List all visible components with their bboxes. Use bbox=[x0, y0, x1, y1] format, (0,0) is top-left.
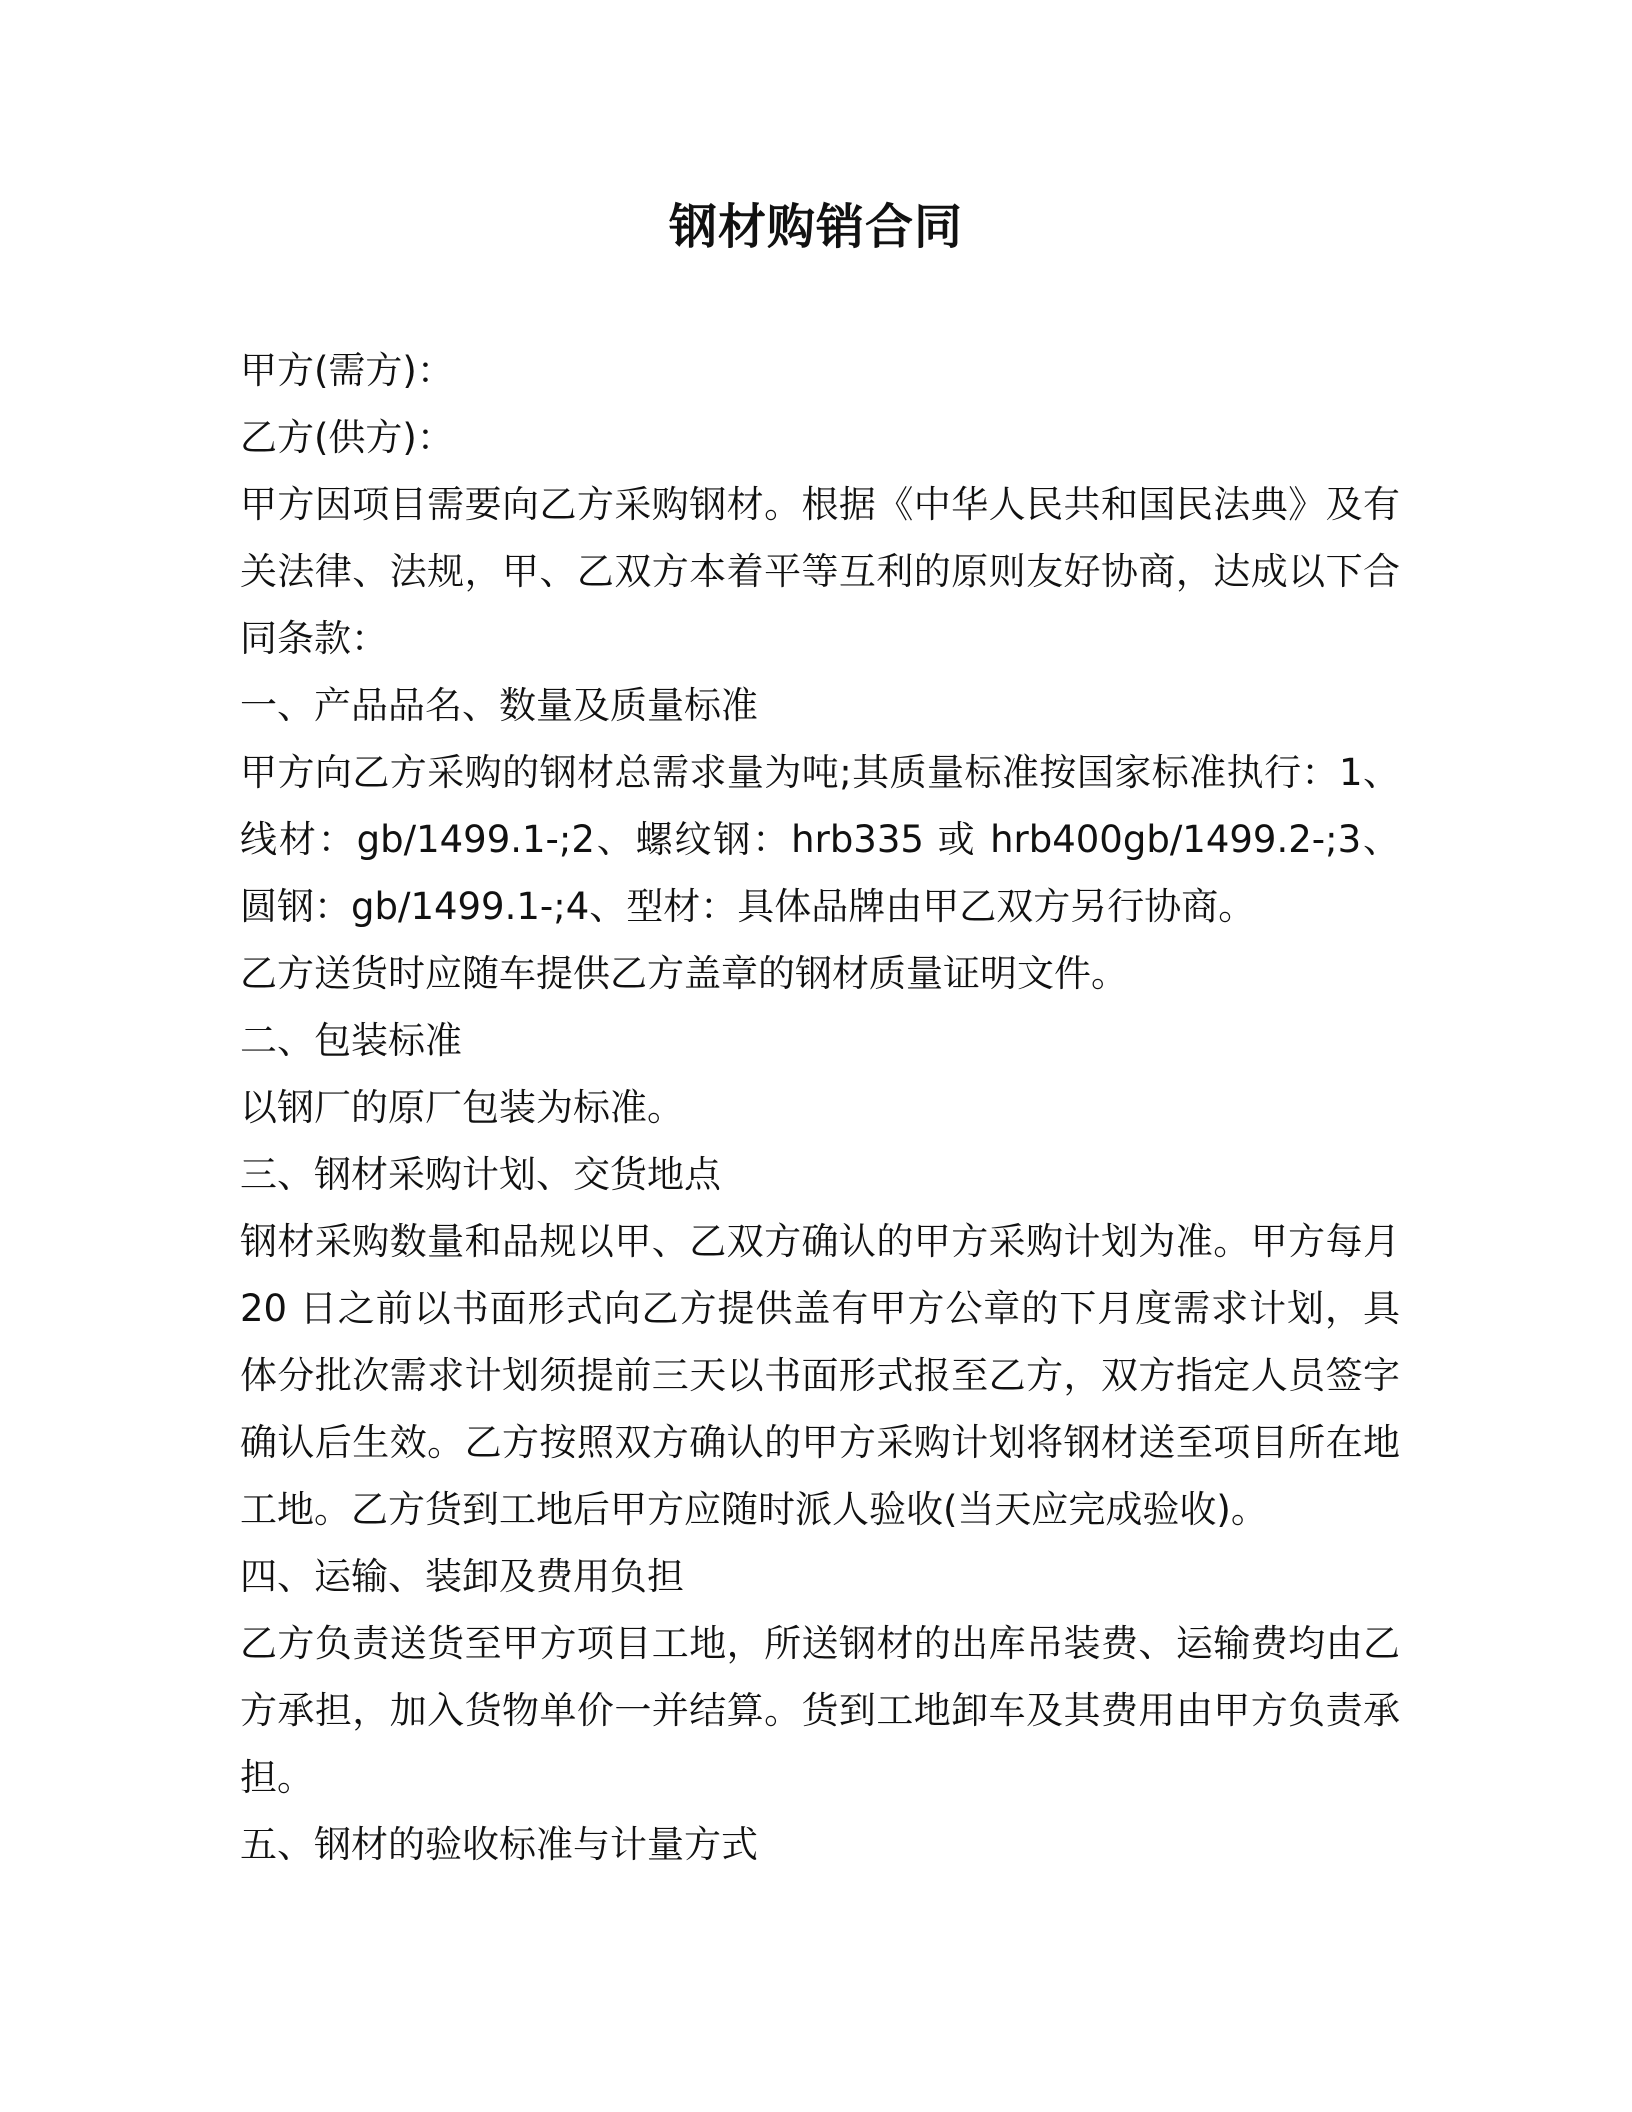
section-4-paragraph: 乙方负责送货至甲方项目工地，所送钢材的出库吊装费、运输费均由乙方承担，加入货物单价一并结算。货到工地卸车及其费用由甲方负责承担。 bbox=[240, 1622, 1400, 1799]
section-4-heading: 四、运输、装卸及费用负担 bbox=[240, 1555, 684, 1598]
section-2-heading: 二、包装标准 bbox=[240, 1019, 462, 1062]
section-5-heading: 五、钢材的验收标准与计量方式 bbox=[240, 1823, 758, 1866]
intro-paragraph: 甲方因项目需要向乙方采购钢材。根据《中华人民共和国民法典》及有关法律、法规，甲、乙双方本着平等互利的原则友好协商，达成以下合同条款： bbox=[240, 483, 1400, 660]
section-2-paragraph: 以钢厂的原厂包装为标准。 bbox=[240, 1086, 684, 1129]
contract-title: 钢材购销合同 bbox=[668, 199, 963, 255]
section-3-heading: 三、钢材采购计划、交货地点 bbox=[240, 1153, 721, 1196]
section-1-heading: 一、产品品名、数量及质量标准 bbox=[240, 684, 758, 727]
contract-body bbox=[240, 337, 1400, 1878]
section-3-paragraph: 钢材采购数量和品规以甲、乙双方确认的甲方采购计划为准。甲方每月 20 日之前以书面形式向乙方提供盖有甲方公章的下月度需求计划，具体分批次需求计划须提前三天以书面形式报至乙方，双方指定人员签字确认后生效。乙方按照双方确认的甲方采购计划将钢材送至项目所在地工地。乙方货到工地后甲方应随时派人验收(当天应完成验收)。 bbox=[240, 1220, 1400, 1531]
party-a-line: 甲方(需方)： bbox=[240, 349, 454, 392]
section-1-paragraph-2: 乙方送货时应随车提供乙方盖章的钢材质量证明文件。 bbox=[240, 952, 1128, 995]
section-1-paragraph: 甲方向乙方采购的钢材总需求量为吨;其质量标准按国家标准执行：1、线材：gb/1499.1-;2、螺纹钢：hrb335 或 hrb400gb/1499.2-;3、圆钢：gb/1499.1-;4、型材：具体品牌由甲乙双方另行协商。 bbox=[240, 751, 1400, 928]
party-b-line: 乙方(供方)： bbox=[240, 416, 454, 459]
